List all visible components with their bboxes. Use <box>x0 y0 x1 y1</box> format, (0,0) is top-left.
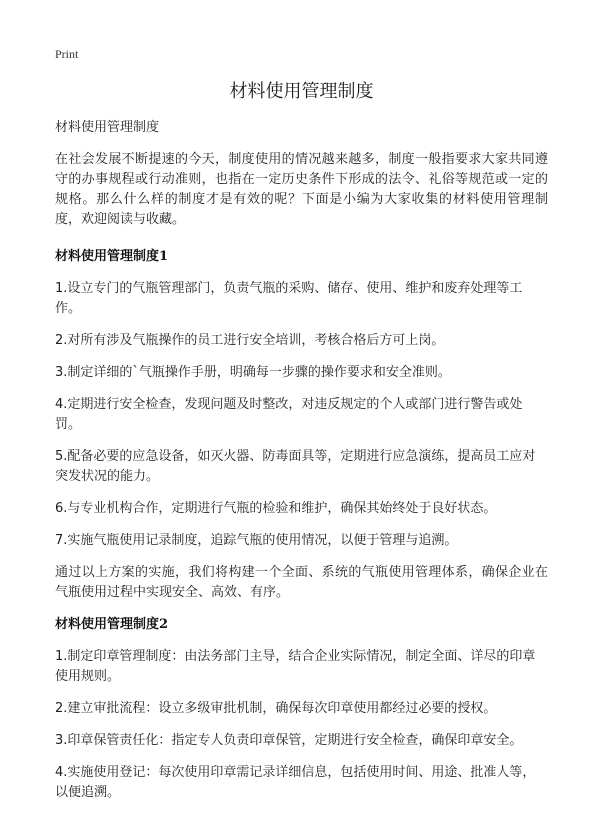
section-2 <box>55 615 548 803</box>
section-heading: 材料使用管理制度2 <box>55 617 169 632</box>
list-item: 4.定期进行安全检查，发现问题及时整改，对违反规定的个人或部门进行警告或处罚。 <box>55 397 523 432</box>
list-item: 3.制定详细的`气瓶操作手册，明确每一步骤的操作要求和安全准则。 <box>55 365 451 380</box>
document-title: 材料使用管理制度 <box>229 81 374 102</box>
print-label[interactable]: Print <box>55 47 79 61</box>
list-item: 7.实施气瓶使用记录制度，追踪气瓶的使用情况，以便于管理与追溯。 <box>55 533 458 548</box>
list-item: 4.实施使用登记：每次使用印章需记录详细信息，包括使用时间、用途、批准人等，以便追溯。 <box>55 765 536 800</box>
list-item: 6.与专业机构合作，定期进行气瓶的检验和维护，确保其始终处于良好状态。 <box>55 501 497 516</box>
intro-paragraph: 在社会发展不断提速的今天，制度使用的情况越来越多，制度一般指要求大家共同遵守的办事规程或行动准则，也指在一定历史条件下形成的法令、礼俗等规范或一定的规格。那么什么样的制度才是有效的呢？下面是小编为大家收集的材料使用管理制度，欢迎阅读与收藏。 <box>55 152 548 227</box>
list-item: 1.设立专门的气瓶管理部门，负责气瓶的采购、储存、使用、维护和废弃处理等工作。 <box>55 281 523 316</box>
list-item: 5.配备必要的应急设备，如灭火器、防毒面具等，定期进行应急演练，提高员工应对突发状况的能力。 <box>55 449 536 484</box>
section-heading: 材料使用管理制度1 <box>55 249 169 264</box>
list-item: 3.印章保管责任化：指定专人负责印章保管，定期进行安全检查，确保印章安全。 <box>55 733 523 748</box>
list-item: 1.制定印章管理制度：由法务部门主导，结合企业实际情况，制定全面、详尽的印章使用规则。 <box>55 649 536 684</box>
section-1 <box>55 247 548 603</box>
section-conclusion: 通过以上方案的实施，我们将构建一个全面、系统的气瓶使用管理体系，确保企业在气瓶使用过程中实现安全、高效、有序。 <box>55 565 548 600</box>
list-item: 2.建立审批流程：设立多级审批机制，确保每次印章使用都经过必要的授权。 <box>55 701 497 716</box>
list-item: 2.对所有涉及气瓶操作的员工进行安全培训，考核合格后方可上岗。 <box>55 333 445 348</box>
document-subtitle: 材料使用管理制度 <box>55 120 160 135</box>
